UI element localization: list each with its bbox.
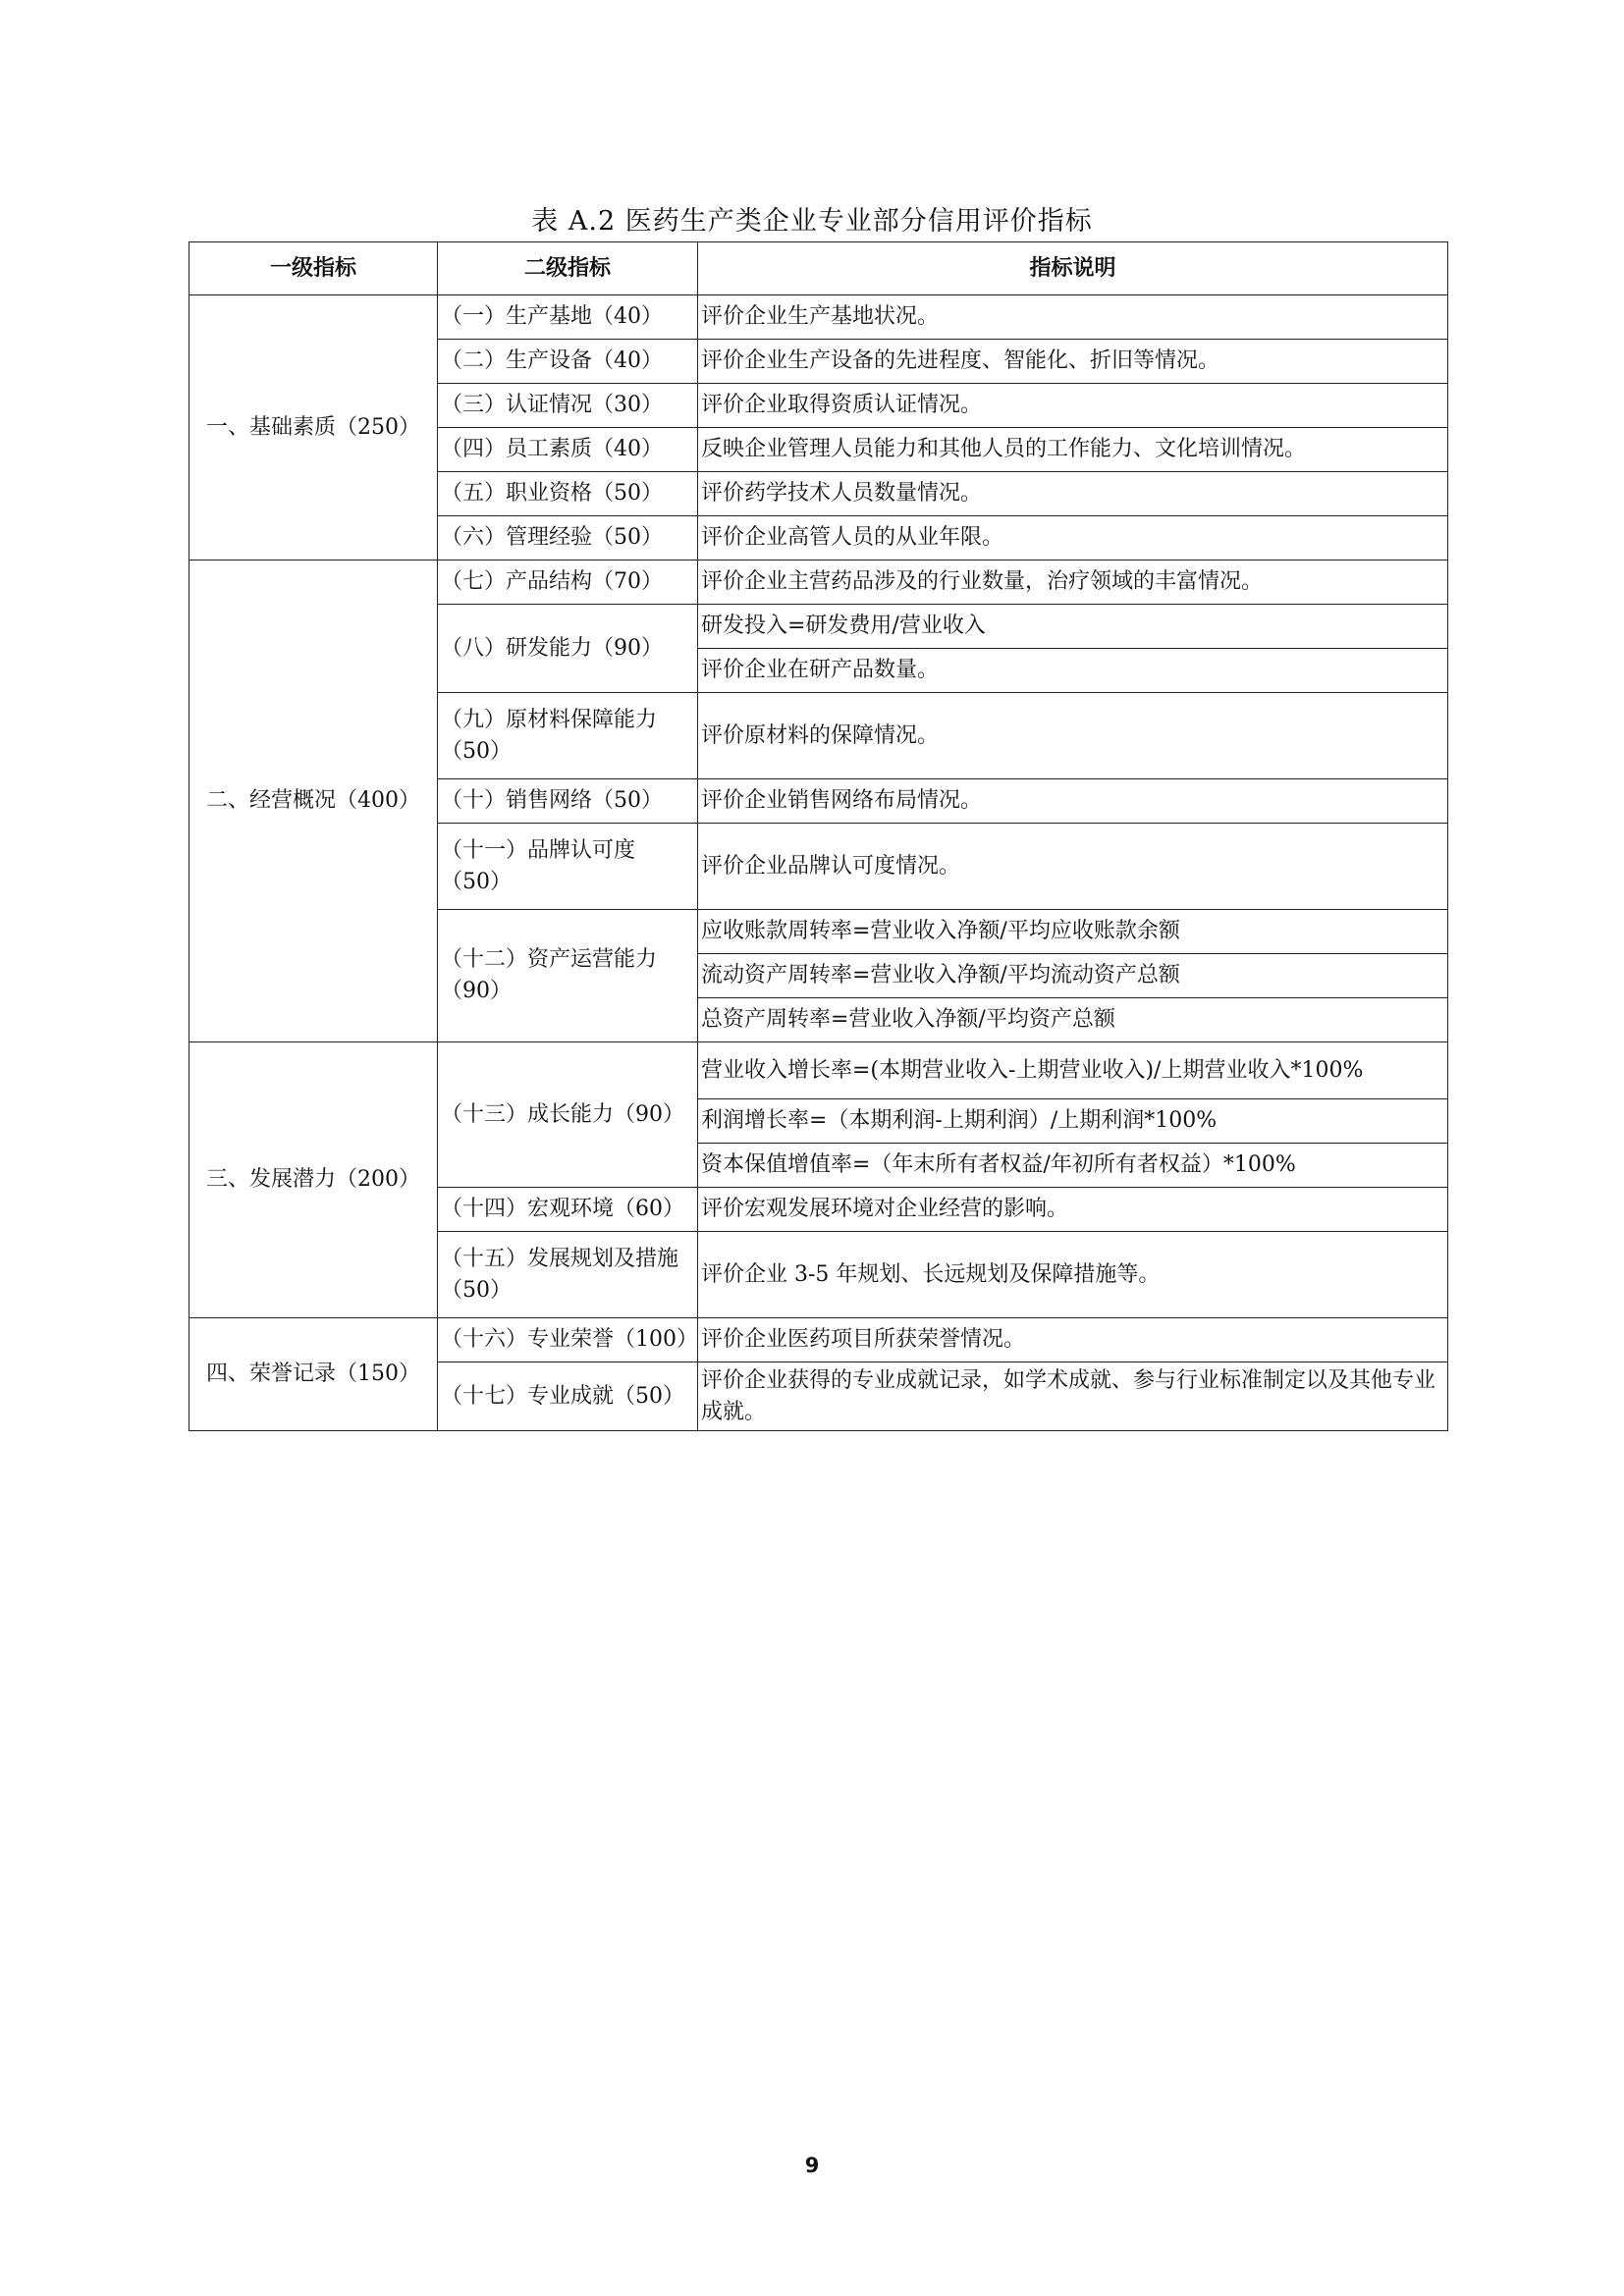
indicator-description: 评价药学技术人员数量情况。: [698, 472, 1448, 516]
level2-indicator: （五）职业资格（50）: [438, 472, 698, 516]
indicator-description: 评价企业主营药品涉及的行业数量，治疗领域的丰富情况。: [698, 561, 1448, 605]
level2-indicator: （四）员工素质（40）: [438, 428, 698, 472]
level2-indicator: （七）产品结构（70）: [438, 561, 698, 605]
level2-indicator: （十五）发展规划及措施（50）: [438, 1232, 698, 1318]
indicator-description: 评价宏观发展环境对企业经营的影响。: [698, 1188, 1448, 1232]
level1-indicator: 二、经营概况（400）: [189, 561, 438, 1042]
table-row: [189, 1042, 1448, 1099]
indicator-description: 评价企业在研产品数量。: [698, 649, 1448, 693]
table-caption: 表 A.2 医药生产类企业专业部分信用评价指标: [531, 206, 1093, 237]
level2-indicator: （十一）品牌认可度（50）: [438, 824, 698, 910]
indicator-description: 评价企业取得资质认证情况。: [698, 384, 1448, 428]
indicator-description: 评价原材料的保障情况。: [698, 693, 1448, 779]
indicator-description: 评价企业生产设备的先进程度、智能化、折旧等情况。: [698, 340, 1448, 384]
level1-indicator: 一、基础素质（250）: [189, 295, 438, 561]
level2-indicator: （九）原材料保障能力（50）: [438, 693, 698, 779]
header-level1: 一级指标: [189, 242, 438, 295]
level2-indicator: （十四）宏观环境（60）: [438, 1188, 698, 1232]
indicator-description: 评价企业获得的专业成就记录，如学术成就、参与行业标准制定以及其他专业成就。: [698, 1362, 1448, 1431]
level2-indicator: （十）销售网络（50）: [438, 779, 698, 824]
indicator-description: 评价企业高管人员的从业年限。: [698, 516, 1448, 561]
table-row: [189, 561, 1448, 605]
page-number: 9: [804, 2154, 820, 2177]
table-header-row: [189, 242, 1448, 295]
indicator-description: 总资产周转率=营业收入净额/平均资产总额: [698, 998, 1448, 1042]
level2-indicator: （十三）成长能力（90）: [438, 1042, 698, 1188]
level2-indicator: （八）研发能力（90）: [438, 605, 698, 693]
indicator-description: 评价企业生产基地状况。: [698, 295, 1448, 340]
header-level2: 二级指标: [438, 242, 698, 295]
table-body: [189, 295, 1448, 1431]
level2-indicator: （十二）资产运营能力（90）: [438, 910, 698, 1042]
indicator-description: 评价企业销售网络布局情况。: [698, 779, 1448, 824]
table-row: [189, 295, 1448, 340]
level1-indicator: 三、发展潜力（200）: [189, 1042, 438, 1318]
credit-evaluation-table: [189, 241, 1448, 1431]
indicator-description: 反映企业管理人员能力和其他人员的工作能力、文化培训情况。: [698, 428, 1448, 472]
level1-indicator: 四、荣誉记录（150）: [189, 1318, 438, 1431]
level2-indicator: （十七）专业成就（50）: [438, 1362, 698, 1431]
level2-indicator: （三）认证情况（30）: [438, 384, 698, 428]
level2-indicator: （六）管理经验（50）: [438, 516, 698, 561]
table-row: [189, 1318, 1448, 1362]
indicator-description: 评价企业 3-5 年规划、长远规划及保障措施等。: [698, 1232, 1448, 1318]
indicator-description: 应收账款周转率=营业收入净额/平均应收账款余额: [698, 910, 1448, 954]
level2-indicator: （十六）专业荣誉（100）: [438, 1318, 698, 1362]
indicator-description: 营业收入增长率=(本期营业收入-上期营业收入)/上期营业收入*100%: [698, 1042, 1448, 1099]
indicator-description: 流动资产周转率=营业收入净额/平均流动资产总额: [698, 954, 1448, 998]
level2-indicator: （一）生产基地（40）: [438, 295, 698, 340]
indicator-description: 评价企业品牌认可度情况。: [698, 824, 1448, 910]
indicator-description: 研发投入=研发费用/营业收入: [698, 605, 1448, 649]
indicator-description: 评价企业医药项目所获荣誉情况。: [698, 1318, 1448, 1362]
indicator-description: 利润增长率=（本期利润-上期利润）/上期利润*100%: [698, 1099, 1448, 1144]
indicator-description: 资本保值增值率=（年末所有者权益/年初所有者权益）*100%: [698, 1144, 1448, 1188]
header-desc: 指标说明: [698, 242, 1448, 295]
level2-indicator: （二）生产设备（40）: [438, 340, 698, 384]
